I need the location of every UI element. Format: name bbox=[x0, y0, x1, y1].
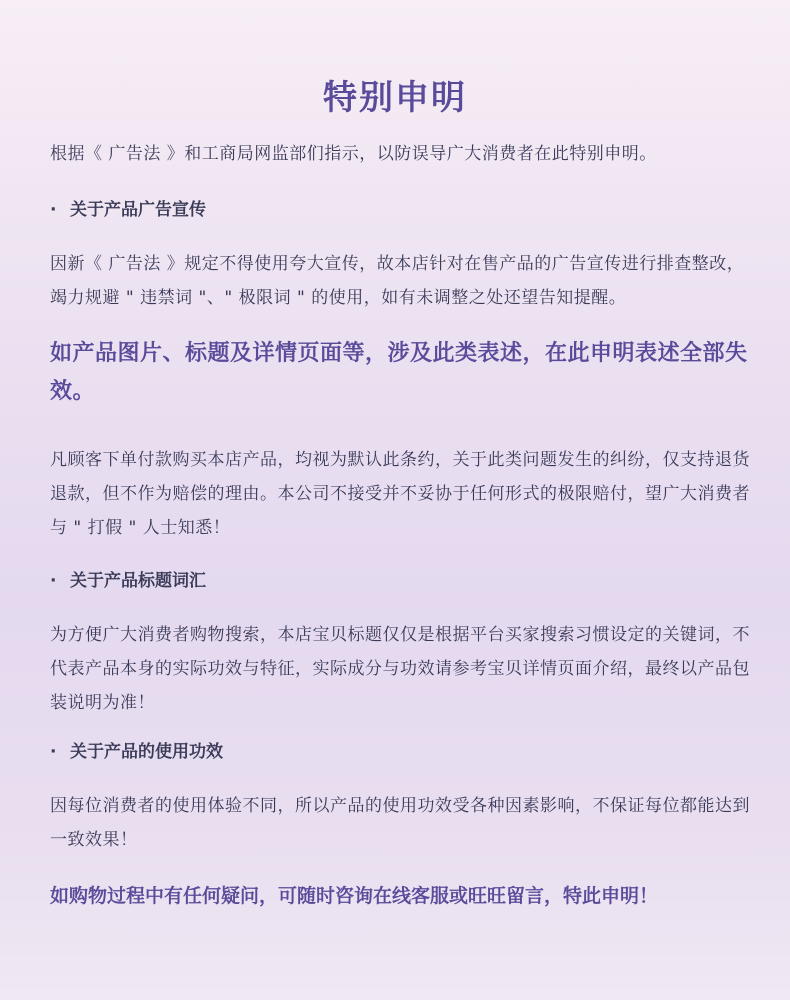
page-title: 特别申明 bbox=[323, 78, 467, 118]
section-heading-titles bbox=[50, 564, 750, 598]
bullet-dot: · bbox=[50, 742, 57, 762]
section-heading-efficacy bbox=[50, 735, 750, 769]
section-heading-advertising bbox=[50, 193, 750, 227]
section-heading-label: 关于产品的使用功效 bbox=[70, 742, 223, 762]
agreement-paragraph: 凡顾客下单付款购买本店产品，均视为默认此条约，关于此类问题发生的纠纷，仅支持退货退款，但不作为赔偿的理由。本公司不接受并不妥协于任何形式的极限赔付，望广大消费者与 " 打假 " 人士知悉！ bbox=[50, 450, 750, 538]
intro-paragraph: 根据《 广告法 》和工商局网监部们指示，以防误导广大消费者在此特别申明。 bbox=[50, 144, 657, 164]
bullet-dot: · bbox=[50, 200, 57, 220]
efficacy-paragraph: 因每位消费者的使用体验不同，所以产品的使用功效受各种因素影响，不保证每位都能达到一致效果！ bbox=[50, 796, 750, 850]
advertising-paragraph: 因新《 广告法 》规定不得使用夸大宣传，故本店针对在售产品的广告宣传进行排查整改，竭力规避 " 违禁词 "、" 极限词 " 的使用，如有未调整之处还望告知提醒。 bbox=[50, 254, 745, 308]
section-heading-label: 关于产品广告宣传 bbox=[70, 200, 206, 220]
closing-statement: 如购物过程中有任何疑问，可随时咨询在线客服或旺旺留言，特此申明！ bbox=[50, 885, 659, 907]
section-heading-label: 关于产品标题词汇 bbox=[70, 571, 206, 591]
bullet-dot: · bbox=[50, 571, 57, 591]
titles-paragraph: 为方便广大消费者购物搜索，本店宝贝标题仅仅是根据平台买家搜索习惯设定的关键词，不代表产品本身的实际功效与特征，实际成分与功效请参考宝贝详情页面介绍，最终以产品包装说明为准！ bbox=[50, 625, 750, 713]
emphasis-statement: 如产品图片、标题及详情页面等，涉及此类表述，在此申明表述全部失效。 bbox=[50, 341, 748, 404]
